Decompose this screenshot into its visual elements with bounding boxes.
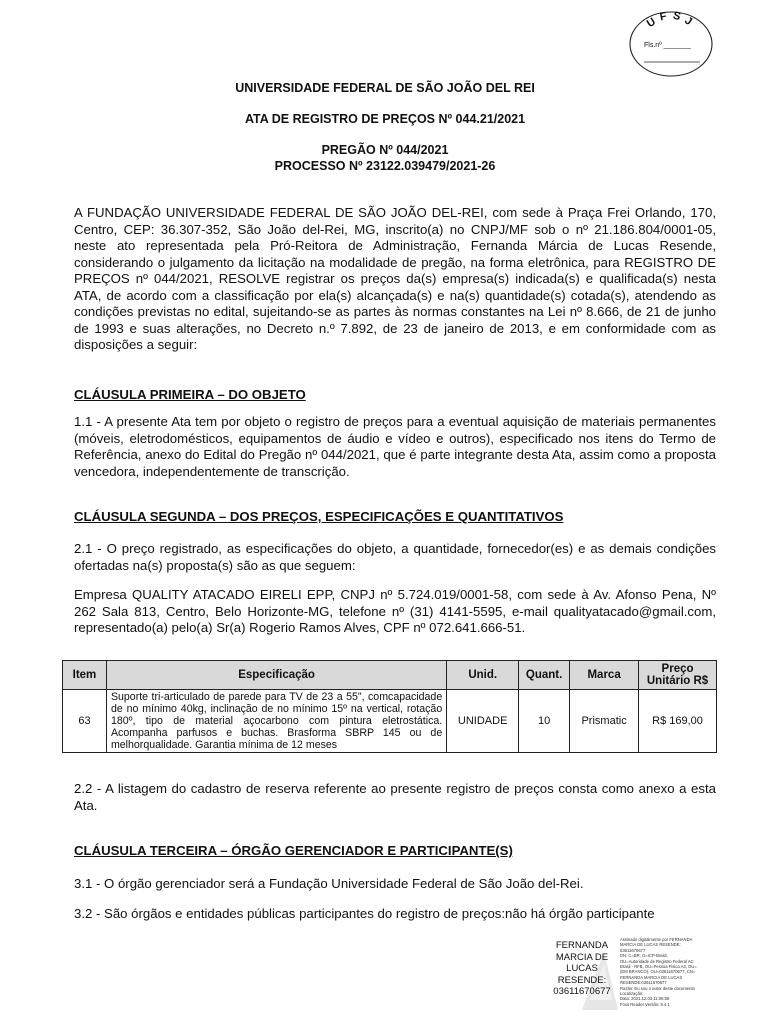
cell-price: R$ 169,00 [639,690,717,753]
header-price: Preço Unitário R$ [639,661,717,690]
clause-2-2-text: 2.2 - A listagem do cadastro de reserva referente ao presente registro de preços consta como anexo a esta Ata. [74,781,716,813]
stamp-letters: UFSJ [644,9,699,31]
company-details: Empresa QUALITY ATACADO EIRELI EPP, CNPJ nº 5.724.019/0001-58, com sede à Av. Afonso Pena, Nº 262 Sala 813, Centro, Belo Horizonte-MG, telefone nº (31) 4141-5595, e-mail qualityatacado@gmail.com, representado(a) pelo(a) Sr(a) Rogerio Ramos Alves, CPF nº 072.641.666-51. [74,587,716,635]
clause-1-text: 1.1 - A presente Ata tem por objeto o registro de preços para a eventual aquisição de materiais permanentes (móveis, eletrodomésticos, equipamentos de áudio e vídeo e outros), especificado nos itens do Termo de Referência, anexo do Edital do Pregão nº 044/2021, que é parte integrante desta Ata, assim como a proposta vencedora, independentemente de transcrição. [74,414,716,479]
cell-brand: Prismatic [570,690,639,753]
header-unit: Unid. [447,661,519,690]
pregao-number: PREGÃO Nº 044/2021 [321,143,449,157]
ata-title: ATA DE REGISTRO DE PREÇOS Nº 044.21/2021 [244,112,526,126]
table-header-row [63,661,717,690]
ufsj-page-stamp [628,6,714,78]
stamp-field-label: Fls.nº _______ [644,42,691,49]
clause-2-text: 2.1 - O preço registrado, as especificações do objeto, a quantidade, fornecedor(es) e as demais condições ofertadas na(s) proposta(s) são as que seguem: [74,541,716,573]
clause-1-heading: CLÁUSULA PRIMEIRA – DO OBJETO [74,387,306,402]
header-qty: Quant. [519,661,570,690]
cell-item: 63 [63,690,107,753]
cell-qty: 10 [519,690,570,753]
svg-text:UFSJ [645,10,699,31]
header-brand: Marca [570,661,639,690]
signer-name: FERNANDA MARCIA DE LUCAS RESENDE: 03611670677 [553,940,611,997]
intro-paragraph: A FUNDAÇÃO UNIVERSIDADE FEDERAL DE SÃO JOÃO DEL-REI, com sede à Praça Frei Orlando, 170, Centro, CEP: 36.307-352, São João del-Rei, MG, inscrito(a) no CNPJ/MF sob o nº 21.186.804/0001-05, neste ato representada pela Pró-Reitora de Administração, Fernanda Márcia de Lucas Resende, considerando o julgamento da licitação na modalidade de pregão, na forma eletrônica, para REGISTRO DE PREÇOS nº 044/2021, RESOLVE registrar os preços da(s) empresa(s) indicada(s) e qualificada(s) nesta ATA, de acordo com a classificação por ela(s) alcançada(s) e na(s) quantidade(s) cotada(s), atendendo as condições previstas no edital, sujeitando-se as partes às normas constantes na Lei nº 8.666, de 21 de junho de 1993 e suas alterações, no Decreto n.º 7.892, de 23 de janeiro de 2013, e em conformidade com as disposições a seguir: [74,205,716,352]
clause-3-heading: CLÁUSULA TERCEIRA – ÓRGÃO GERENCIADOR E PARTICIPANTE(S) [74,843,513,858]
table-row [63,690,717,753]
header-spec: Especificação [106,661,446,690]
university-title: UNIVERSIDADE FEDERAL DE SÃO JOÃO DEL REI [235,81,535,95]
clause-3-1-text: 3.1 - O órgão gerenciador será a Fundação Universidade Federal de São João del-Rei. [74,876,584,891]
clause-3-2-text: 3.2 - São órgãos e entidades públicas participantes do registro de preços:não há órgão participante [74,906,655,921]
header-item: Item [63,661,107,690]
price-table [62,660,717,753]
processo-number: PROCESSO Nº 23122.039479/2021-26 [274,159,496,173]
clause-2-heading: CLÁUSULA SEGUNDA – DOS PREÇOS, ESPECIFICAÇÕES E QUANTITATIVOS [74,509,564,524]
signature-details: Assinado digitalmente por FERNANDA MARCIA DE LUCAS RESENDE: 03611670677 DN: C=BR, O=ICP-Brasil, OU=Autoridade de Registro Federal AC Brasil - RFB, OU=Pessoa Fisica A3, OU= (EM BRANCO), OU=03611670677, CN= FERNANDA MARCIA DE LUCAS RESENDE:03611670677 Razão: Eu sou o autor deste documento Localização: Data: 2021.12.03 11:06:58 Foxit Reader Versão: 9.4.1 [620,937,697,1007]
cell-unit: UNIDADE [447,690,519,753]
cell-spec: Suporte tri-articulado de parede para TV de 23 a 55", comcapacidade de no mínimo 40kg, inclinação de no mínimo 15º na vertical, rotação 180º, tipo de material açocarbono com pintura eletrostática. Acompanha parfusos e buchas. Brasforma SBRP 145 ou de melhorqualidade. Garantia mínima de 12 meses [106,690,446,753]
